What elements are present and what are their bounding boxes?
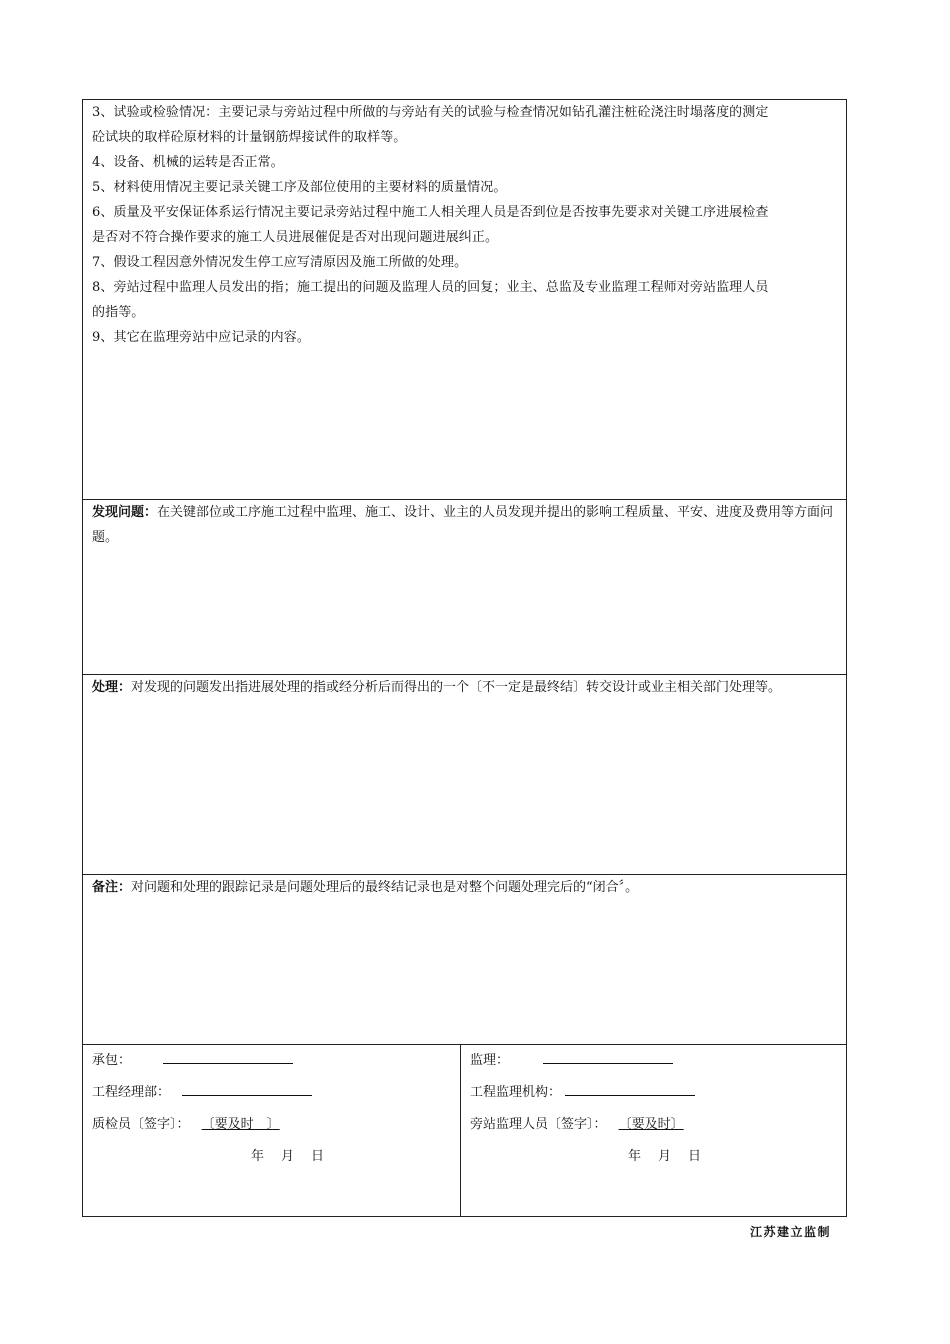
footer-issuer: 江苏建立监制 [750, 1225, 832, 1239]
record-line: 5、材料使用情况主要记录关键工序及部位使用的主要材料的质量情况。 [92, 180, 507, 195]
supervisor-signature-line[interactable] [543, 1049, 673, 1064]
contractor-signature-block [83, 1045, 461, 1216]
handling-paragraph [83, 675, 846, 700]
problems-text: 在关键部位或工序施工过程中监理、施工、设计、业主的人员发现并提出的影响工程质量、平安、进度及费用等方面问题。 [92, 505, 834, 545]
problems-label: 发现问题： [92, 505, 158, 520]
remarks-paragraph [83, 875, 846, 900]
supervisor-label: 监理： [470, 1053, 510, 1068]
record-line: 8、旁站过程中监理人员发出的指；施工提出的问题及监理人员的回复；业主、总监及专业监理工程师对旁站监理人员 [92, 280, 769, 295]
handling-section [83, 674, 846, 874]
inspector-signature-field[interactable]: 〔要及时 〕 [201, 1117, 280, 1132]
supervisor-signature-block [461, 1045, 846, 1216]
problems-paragraph [83, 500, 846, 550]
supervisor-row [470, 1049, 673, 1068]
record-line: 是否对不符合操作要求的施工人员进展催促是否对出现问题进展纠正。 [92, 230, 499, 245]
problems-section [83, 499, 846, 674]
record-line: 9、其它在监理旁站中应记录的内容。 [92, 330, 310, 345]
record-line: 的指等。 [92, 305, 145, 320]
contractor-date: 年 月 日 [251, 1149, 327, 1164]
contractor-label: 承包： [92, 1053, 132, 1068]
supervision-record-table [82, 99, 847, 1217]
remarks-label: 备注： [92, 880, 132, 895]
contractor-row [92, 1049, 293, 1068]
supervisor-date: 年 月 日 [628, 1149, 704, 1164]
record-line: 3、试验或检验情况：主要记录与旁站过程中所做的与旁站有关的试验与检查情况如钻孔灌注桩砼浇注时塌落度的测定 [92, 105, 769, 120]
record-line: 7、假设工程因意外情况发生停工应写清原因及施工所做的处理。 [92, 255, 468, 270]
contractor-signature-line[interactable] [163, 1049, 293, 1064]
onsite-staff-signature-field[interactable]: 〔要及时〕 [618, 1117, 684, 1132]
onsite-staff-row [470, 1113, 684, 1132]
record-section [83, 100, 846, 499]
remarks-text: 对问题和处理的跟踪记录是问题处理后的最终结记录也是对整个问题处理完后的“闭合〞。 [131, 880, 639, 895]
record-line: 砼试块的取样砼原材料的计量钢筋焊接试件的取样等。 [92, 130, 407, 145]
signature-section [83, 1044, 846, 1216]
remarks-section [83, 874, 846, 1044]
supervision-org-signature-line[interactable] [565, 1081, 695, 1096]
project-dept-label: 工程经理部： [92, 1085, 171, 1100]
supervision-org-row [470, 1081, 695, 1100]
inspector-row [92, 1113, 280, 1132]
record-line: 4、设备、机械的运转是否正常。 [92, 155, 284, 170]
inspector-label: 质检员〔签字〕： [92, 1117, 190, 1132]
project-dept-row [92, 1081, 312, 1100]
onsite-staff-label: 旁站监理人员〔签字〕： [470, 1117, 607, 1132]
handling-label: 处理： [92, 680, 132, 695]
record-line: 6、质量及平安保证体系运行情况主要记录旁站过程中施工人相关理人员是否到位是否按事先要求对关键工序进展检查 [92, 205, 769, 220]
handling-text: 对发现的问题发出指进展处理的指或经分析后而得出的一个〔不一定是最终结〕转交设计或业主相关部门处理等。 [131, 680, 782, 695]
supervision-org-label: 工程监理机构： [470, 1085, 562, 1100]
project-dept-signature-line[interactable] [182, 1081, 312, 1096]
